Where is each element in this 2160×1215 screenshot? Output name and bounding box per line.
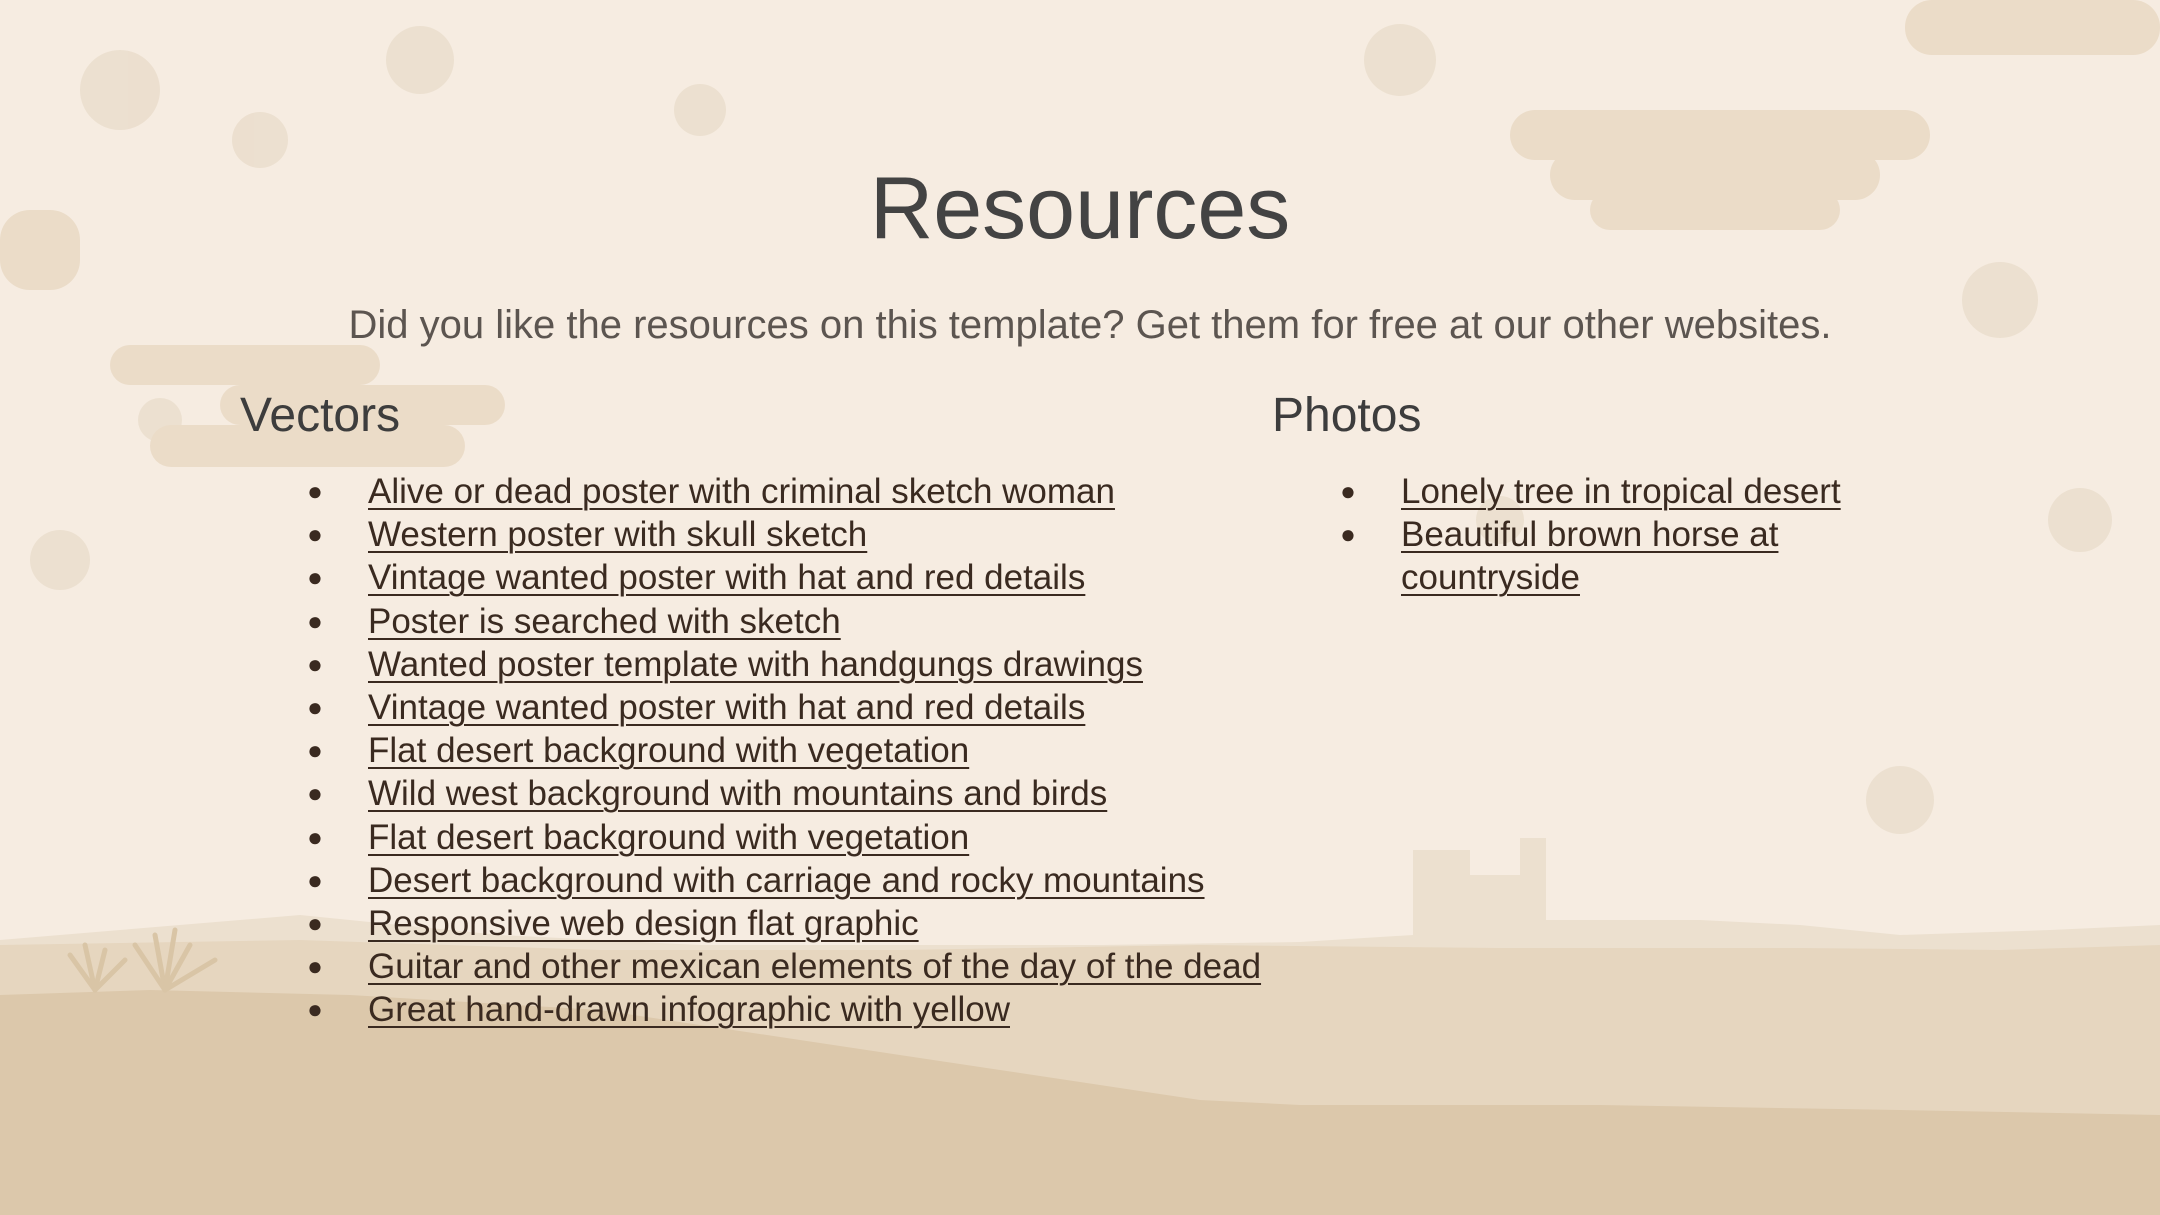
bullet: ● xyxy=(307,562,323,593)
list-item xyxy=(300,902,1350,945)
bullet: ● xyxy=(307,519,323,550)
list-item xyxy=(300,600,1350,643)
vector-link[interactable]: Flat desert background with vegetation xyxy=(368,817,970,857)
vector-link[interactable]: Desert background with carriage and rocky mountains xyxy=(368,860,1205,900)
vectors-list xyxy=(300,470,1350,1032)
vectors-heading: Vectors xyxy=(240,389,401,442)
bullet: ● xyxy=(307,951,323,982)
vector-link[interactable]: Guitar and other mexican elements of the day of the dead xyxy=(368,947,1262,987)
photo-link[interactable]: Lonely tree in tropical desert xyxy=(1401,472,1841,511)
bullet: ● xyxy=(307,821,323,852)
vector-link[interactable]: Wanted poster template with handgungs drawings xyxy=(368,644,1143,684)
bullet: ● xyxy=(307,648,323,679)
list-item xyxy=(1333,470,1893,513)
list-item xyxy=(300,859,1350,902)
bullet: ● xyxy=(307,778,323,809)
list-item xyxy=(300,816,1350,859)
vector-link[interactable]: Poster is searched with sketch xyxy=(368,601,841,641)
list-item xyxy=(300,686,1350,729)
page-subtitle: Did you like the resources on this template? Get them for free at our other websites. xyxy=(348,303,1832,347)
bullet: ● xyxy=(307,908,323,939)
photos-heading: Photos xyxy=(1272,389,1422,442)
list-item xyxy=(300,643,1350,686)
list-item xyxy=(300,729,1350,772)
list-item xyxy=(300,945,1350,988)
bullet: ● xyxy=(307,605,323,636)
bullet: ● xyxy=(307,735,323,766)
bullet: ● xyxy=(307,476,323,506)
vector-link[interactable]: Vintage wanted poster with hat and red details xyxy=(368,558,1086,598)
page-title: Resources xyxy=(869,158,1291,257)
vector-link[interactable]: Wild west background with mountains and birds xyxy=(368,774,1108,814)
vector-link[interactable]: Responsive web design flat graphic xyxy=(368,904,919,944)
list-item xyxy=(300,470,1350,513)
bullet: ● xyxy=(1340,476,1356,506)
vector-link[interactable]: Great hand-drawn infographic with yellow xyxy=(368,990,1010,1030)
vector-link[interactable]: Alive or dead poster with criminal sketch woman xyxy=(368,472,1115,511)
bullet: ● xyxy=(307,864,323,895)
vector-link[interactable]: Western poster with skull sketch xyxy=(368,515,868,555)
photos-list xyxy=(1333,470,1893,600)
bullet: ● xyxy=(307,994,323,1025)
bullet: ● xyxy=(1340,519,1356,550)
photo-link[interactable]: Beautiful brown horse at countryside xyxy=(1401,515,1779,598)
list-item xyxy=(300,556,1350,599)
vector-link[interactable]: Flat desert background with vegetation xyxy=(368,731,970,771)
vector-link[interactable]: Vintage wanted poster with hat and red details xyxy=(368,688,1086,728)
bullet: ● xyxy=(307,692,323,723)
list-item xyxy=(300,513,1350,556)
list-item xyxy=(300,772,1350,815)
list-item xyxy=(300,988,1350,1031)
list-item xyxy=(1333,513,1893,599)
